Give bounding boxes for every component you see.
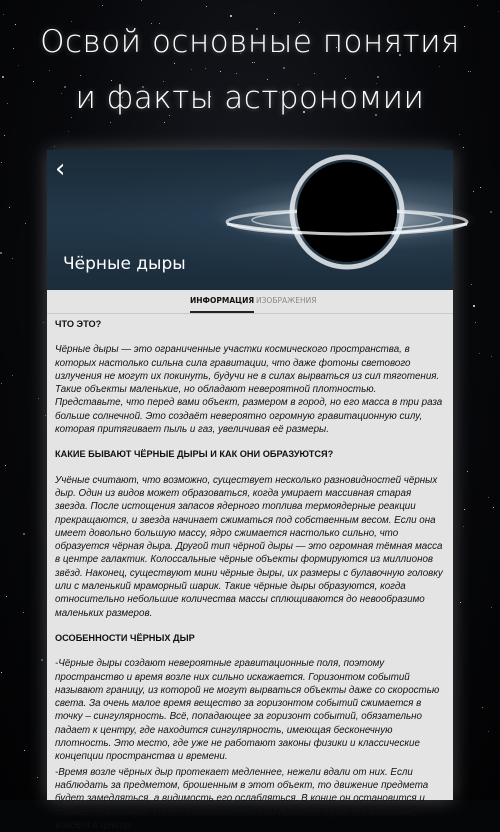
star xyxy=(477,5,478,6)
article-paragraph: Учёные считают, что возможно, существует несколько разновидностей чёрных дыр. Один из видов может образоваться, когда умирает массивная старая звезда. После истощения запасов ядерного топлива термоядерные реакции прекращаются, и звезда начинает сжиматься под собственным весом. Если она имеет довольно большую массу, ядро сжимается настолько сильно, что образуется чёрная дыра. Другой тип чёрной дыры — это огромная тёмная масса в центре галактик. Колоссальные чёрные объекты формируются из миллионов звёзд. Наконец, существуют мини чёрные дыры, их размеры с булавочную головку или с маленький мраморный шарик. Такие чёрные дыры образуются, когда относительно небольшие количества массы сплющиваются до невообразимо маленьких размеров. xyxy=(55,474,443,619)
star xyxy=(41,659,43,661)
star xyxy=(491,356,492,357)
star xyxy=(1,383,2,384)
star xyxy=(24,750,25,751)
star xyxy=(23,612,24,613)
star xyxy=(38,398,39,399)
article-content[interactable] xyxy=(47,314,453,831)
star xyxy=(480,187,481,188)
star xyxy=(12,375,13,376)
star xyxy=(463,147,464,148)
star xyxy=(488,497,489,498)
star xyxy=(493,507,494,508)
tab-bar xyxy=(47,290,453,314)
tab-images[interactable]: ИЗОБРАЖЕНИЯ xyxy=(256,296,317,305)
star xyxy=(4,135,5,136)
back-button[interactable] xyxy=(55,154,81,184)
star xyxy=(54,146,55,147)
section-title-features: ОСОБЕННОСТИ ЧЁРНЫХ ДЫР xyxy=(55,632,195,643)
section-title-types: КАКИЕ БЫВАЮТ ЧЁРНЫЕ ДЫРЫ И КАК ОНИ ОБРАЗУЮТСЯ? xyxy=(55,449,334,460)
star xyxy=(12,258,13,259)
star xyxy=(5,465,6,466)
app-screen xyxy=(47,150,453,831)
star xyxy=(6,596,7,597)
article-paragraph: Чёрные дыры — это ограниченные участки космического пространства, в которых настолько сильна сила гравитации, что даже фотоны светового излучения не могут их покинуть, будучи не в силах вырваться из сил тяготения. Такие объекты маленькие, но обладают невероятной плотностью. Представьте, что перед вами объект, размером в город, но его масса в три раза больше солнечной. Это создаёт невероятно огромную гравитационную силу, которая притягивает пыль и газ, увеличивая её размеры. xyxy=(55,344,443,436)
star xyxy=(37,777,38,778)
promo-line-1: Освой основные понятия xyxy=(40,24,460,60)
star xyxy=(23,533,25,535)
star xyxy=(475,322,476,323)
page-title: Чёрные дыры xyxy=(63,254,186,274)
star xyxy=(491,607,492,608)
promo-headline xyxy=(0,14,500,126)
star xyxy=(482,707,483,708)
star xyxy=(464,509,465,510)
section-title-what-is-it: ЧТО ЭТО? xyxy=(55,319,102,329)
star xyxy=(102,5,103,6)
star xyxy=(463,526,464,527)
article-paragraph: -Чёрные дыры создают невероятные гравитационные поля, поэтому пространство и время возле них сильно искажается. Горизонтом событий называют границу, из которой не могут вырваться объекты даже со скоростью света. За очень малое время вещество за горизонтом событий сжимается в точку – сингулярность. Всё, попадающее за горизонт событий, обязательно падает к центру, где находится сингулярность, имеющая бесконечную плотность. Это место, где уже не работают законы физики и классические концепции пространства и времени. xyxy=(55,658,440,763)
star xyxy=(459,134,460,135)
star xyxy=(0,252,2,254)
star xyxy=(9,207,10,208)
star xyxy=(43,322,44,323)
star xyxy=(488,731,489,732)
star xyxy=(498,11,499,12)
chevron-left-icon: ‹ xyxy=(55,154,66,184)
hero-banner xyxy=(47,150,453,290)
tab-information[interactable]: ИНФОРМАЦИЯ xyxy=(190,290,254,313)
star xyxy=(490,211,492,213)
star xyxy=(68,131,69,132)
star xyxy=(471,284,472,285)
star xyxy=(479,353,480,354)
star xyxy=(467,471,468,472)
article-paragraph: -Время возле чёрных дыр протекает медленнее, нежели вдали от них. Если наблюдать за предметом, брошенным в этот объект, то движение предмета будет замедляться, а видимость его ослабляться. В конце он остановится и станет невидимым. Но если наблюдатель сам прыгнет туда, то мгновенно упадёт в центр xyxy=(55,766,429,831)
star xyxy=(473,305,475,307)
star xyxy=(141,0,142,1)
star xyxy=(45,415,46,416)
promo-line-2: и факты астрономии xyxy=(75,80,425,116)
star xyxy=(206,6,207,7)
star xyxy=(1,672,2,673)
star xyxy=(460,602,461,603)
star xyxy=(473,191,474,192)
star xyxy=(1,162,2,163)
star xyxy=(25,223,26,224)
